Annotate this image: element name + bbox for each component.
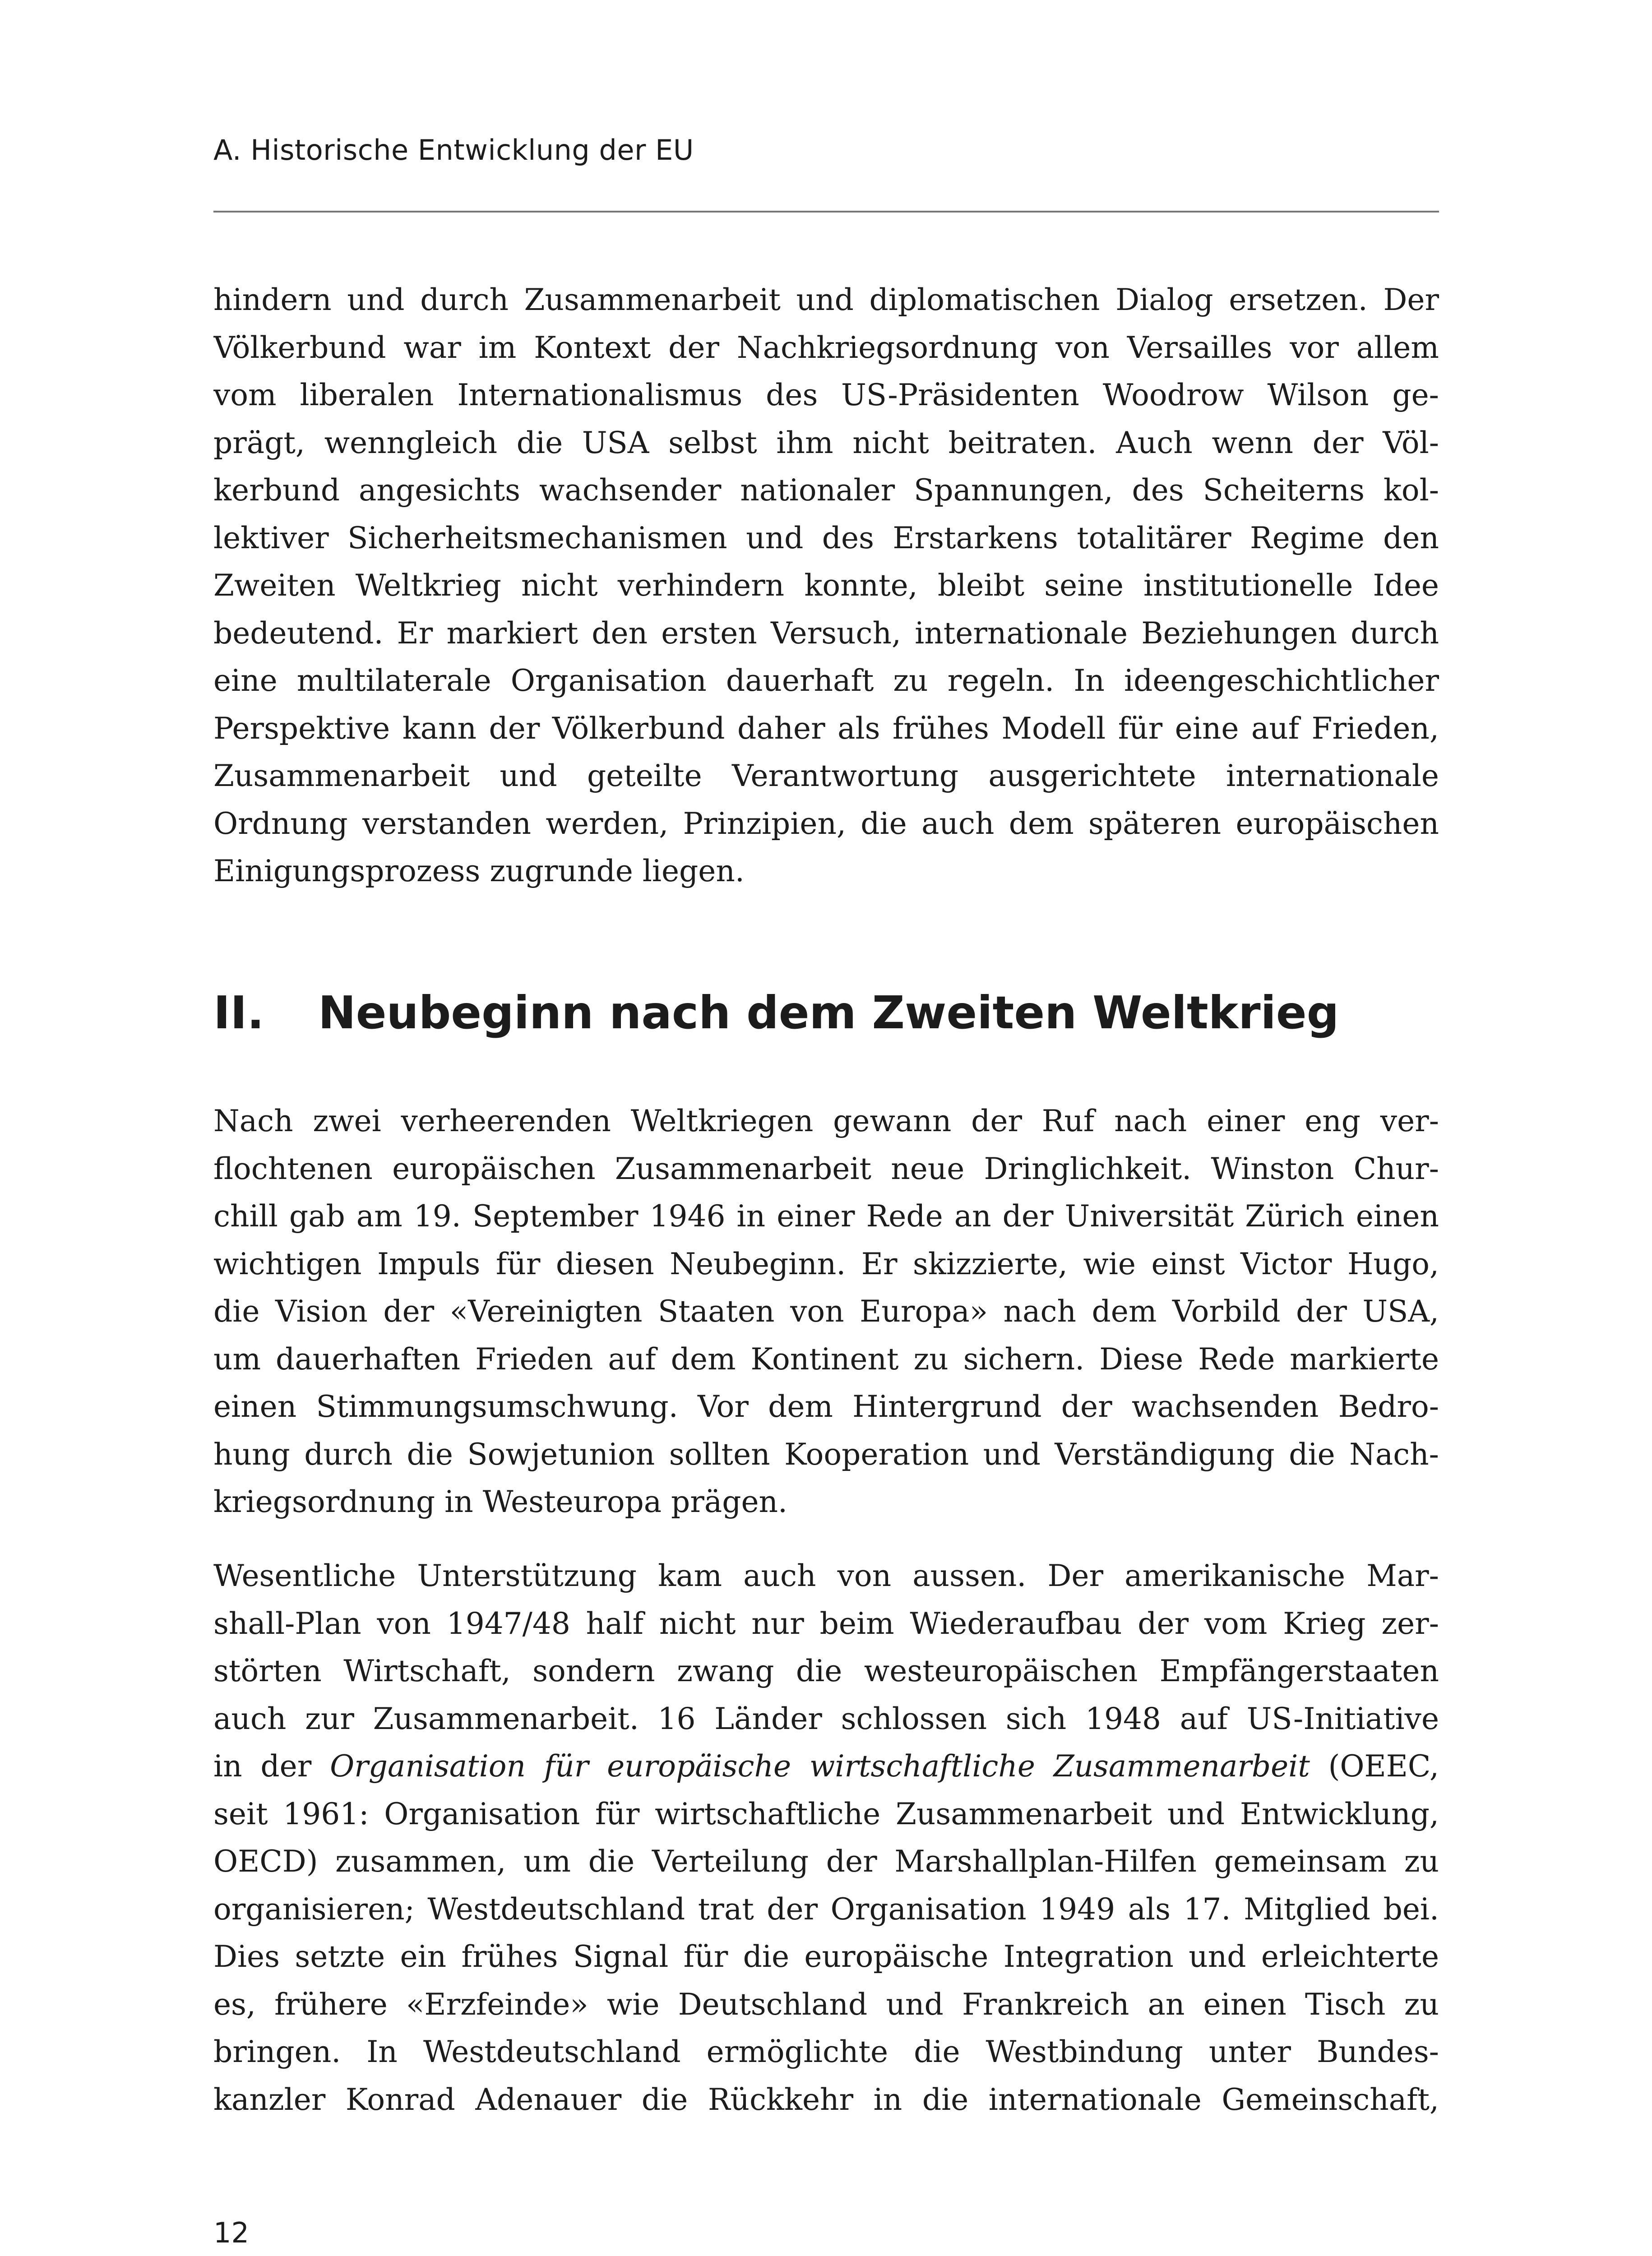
paragraph-3 [213, 1552, 1439, 2123]
text-line: kanzler Konrad Adenauer die Rückkehr in die internationale Gemeinschaft, [213, 2082, 1439, 2117]
running-header: A. Historische Entwicklung der EU [213, 134, 694, 166]
text-line: shall-Plan von 1947/48 half nicht nur beim Wiederaufbau der vom Krieg zer- [213, 1606, 1439, 1641]
text-line: die Vision der «Vereinigten Staaten von Europa» nach dem Vorbild der USA, [213, 1294, 1439, 1329]
text-line: Zusammenarbeit und geteilte Verantwortung ausgerichtete internationale [213, 758, 1439, 793]
italic-organisation-name: Organisation für europäische wirtschaftliche Zusammenarbeit [330, 1749, 1310, 1784]
text-line: Nach zwei verheerenden Weltkriegen gewann der Ruf nach einer eng ver- [213, 1104, 1439, 1138]
text-line: seit 1961: Organisation für wirtschaftliche Zusammenarbeit und Entwicklung, [213, 1796, 1439, 1831]
text-line: prägt, wenngleich die USA selbst ihm nicht beitraten. Auch wenn der Völ- [213, 425, 1439, 460]
section-number: II. [213, 986, 264, 1039]
text-line: auch zur Zusammenarbeit. 16 Länder schlossen sich 1948 auf US-Initiative [213, 1701, 1439, 1736]
text-line: wichtigen Impuls für diesen Neubeginn. Er skizzierte, wie einst Victor Hugo, [213, 1246, 1439, 1281]
text-line: einen Stimmungsumschwung. Vor dem Hintergrund der wachsenden Bedro- [213, 1389, 1439, 1424]
text-line: bedeutend. Er markiert den ersten Versuch, internationale Beziehungen durch [213, 615, 1439, 651]
text-line: bringen. In Westdeutschland ermöglichte die Westbindung unter Bundes- [213, 2034, 1439, 2069]
text-line: Perspektive kann der Völkerbund daher als frühes Modell für eine auf Frieden, [213, 711, 1439, 746]
text-line: Ordnung verstanden werden, Prinzipien, die auch dem späteren europäischen [213, 806, 1439, 841]
text-line: kerbund angesichts wachsender nationaler Spannungen, des Scheiterns kol- [213, 473, 1439, 508]
paragraph-1 [213, 276, 1439, 895]
text-line: Dies setzte ein frühes Signal für die europäische Integration und erleichterte [213, 1939, 1439, 1974]
text-line: hung durch die Sowjetunion sollten Kooperation und Verständigung die Nach- [213, 1437, 1439, 1472]
text-line: um dauerhaften Frieden auf dem Kontinent zu sichern. Diese Rede markierte [213, 1341, 1439, 1377]
section-title: Neubeginn nach dem Zweiten Weltkrieg [318, 986, 1339, 1039]
text-line: Völkerbund war im Kontext der Nachkriegsordnung von Versailles vor allem [213, 330, 1439, 365]
text-line: OECD) zusammen, um die Verteilung der Marshallplan-Hilfen gemeinsam zu [213, 1844, 1439, 1879]
text-run: (OEEC, [1310, 1749, 1439, 1784]
page-number: 12 [213, 2216, 249, 2249]
header-divider [213, 211, 1439, 213]
text-line: Einigungsprozess zugrunde liegen. [213, 854, 745, 888]
text-line: vom liberalen Internationalismus des US-Präsidenten Woodrow Wilson ge- [213, 378, 1439, 412]
text-line: Wesentliche Unterstützung kam auch von aussen. Der amerikanische Mar- [213, 1558, 1439, 1593]
text-line [213, 1743, 1439, 1790]
text-line: kriegsordnung in Westeuropa prägen. [213, 1484, 787, 1519]
text-line: es, frühere «Erzfeinde» wie Deutschland und Frankreich an einen Tisch zu [213, 1987, 1439, 2022]
text-line: chill gab am 19. September 1946 in einer Rede an der Universität Zürich einen [213, 1199, 1439, 1234]
text-line: organisieren; Westdeutschland trat der Organisation 1949 als 17. Mitglied bei. [213, 1891, 1439, 1927]
text-line: flochtenen europäischen Zusammenarbeit neue Dringlichkeit. Winston Chur- [213, 1151, 1439, 1186]
text-line: eine multilaterale Organisation dauerhaft zu regeln. In ideengeschichtlicher [213, 663, 1439, 698]
paragraph-2 [213, 1097, 1439, 1526]
text-line: lektiver Sicherheitsmechanismen und des Erstarkens totalitärer Regime den [213, 520, 1439, 555]
text-line: Zweiten Weltkrieg nicht verhindern konnte, bleibt seine institutionelle Idee [213, 568, 1439, 603]
section-heading [213, 986, 1439, 1039]
text-line: störten Wirtschaft, sondern zwang die westeuropäischen Empfängerstaaten [213, 1654, 1439, 1688]
text-run: in der [213, 1749, 330, 1784]
text-line: hindern und durch Zusammenarbeit und diplomatischen Dialog ersetzen. Der [213, 282, 1439, 317]
